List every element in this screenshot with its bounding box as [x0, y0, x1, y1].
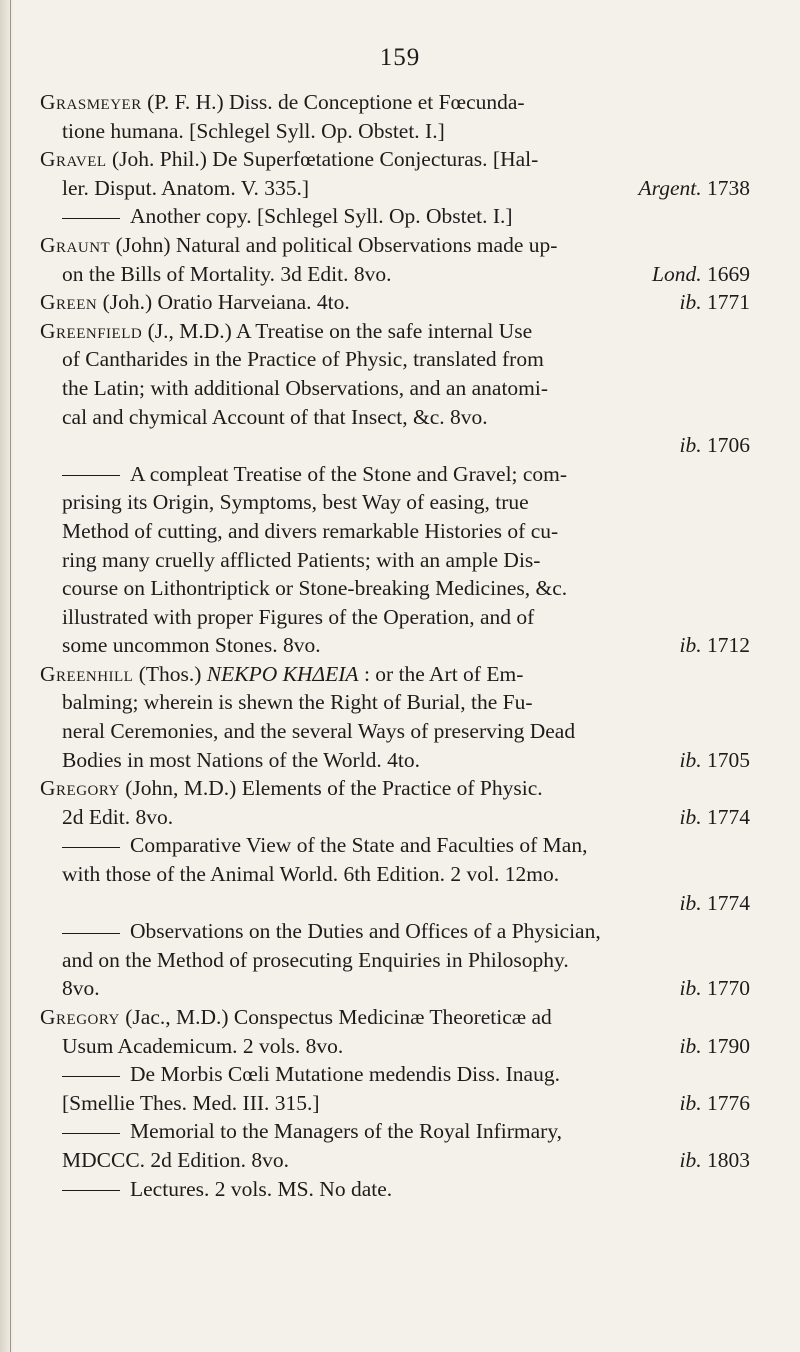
entry-text: tione humana. [Schlegel Syll. Op. Obstet. I.] [62, 118, 445, 143]
imprint-place: ib. [679, 1033, 702, 1058]
author-name: Gregory [40, 1005, 120, 1029]
entry-text: MDCCC. 2d Edition. 8vo. [62, 1147, 289, 1172]
imprint [680, 288, 750, 317]
imprint [652, 260, 750, 289]
entry-gregory-jac [40, 1003, 750, 1060]
entry-text: Method of cutting, and divers remarkable Histories of cu- [62, 518, 559, 543]
entry-text: De Morbis Cœli Mutatione medendis Diss. Inaug. [130, 1062, 560, 1087]
entry-text: ler. Disput. Anatom. V. 335.] [62, 175, 310, 200]
ditto-dash [62, 475, 120, 476]
entry-greenfield [40, 317, 750, 460]
imprint-place: ib. [679, 433, 702, 458]
imprint [680, 746, 750, 775]
imprint [680, 889, 750, 918]
ditto-dash [62, 1190, 120, 1191]
imprint-place: ib. [679, 1147, 702, 1172]
imprint-year: 1771 [707, 290, 750, 315]
entry-gregory-john [40, 774, 750, 831]
author-name: Graunt [40, 232, 111, 257]
entry-gregory-comparative-view [40, 831, 750, 917]
page-number: 159 [379, 44, 421, 71]
entry-text: (J., M.D.) A Treatise on the safe internal Use [142, 318, 533, 343]
entry-text: Bodies in most Nations of the World. 4to. [62, 747, 420, 772]
imprint [639, 174, 750, 203]
imprint-year: 1803 [707, 1147, 750, 1172]
entry-text: 8vo. [62, 976, 100, 1001]
imprint-year: 1776 [707, 1090, 750, 1115]
entry-text: [Smellie Thes. Med. III. 315.] [62, 1090, 320, 1115]
entry-text: 2d Edit. 8vo. [62, 804, 174, 829]
imprint-place: ib. [679, 890, 702, 915]
imprint-year: 1774 [707, 804, 750, 829]
imprint-year: 1669 [707, 261, 750, 286]
entry-greenhill [40, 660, 750, 774]
entry-text: : or the Art of Em- [358, 661, 524, 686]
entry-text: the Latin; with additional Observations, and an anatomi- [62, 375, 549, 400]
book-gutter [0, 0, 14, 1352]
author-name: Gregory [40, 776, 120, 801]
entry-text: (John) Natural and political Observations made up- [110, 232, 558, 257]
imprint-place: ib. [679, 290, 702, 315]
entry-text: Comparative View of the State and Faculties of Man, [130, 833, 588, 858]
imprint-place: ib. [679, 976, 702, 1001]
entry-text: Lectures. 2 vols. MS. No date. [130, 1176, 393, 1201]
imprint-year: 1770 [707, 976, 750, 1001]
imprint-year: 1712 [707, 633, 750, 658]
entry-text: (John, M.D.) Elements of the Practice of Physic. [119, 776, 543, 801]
imprint [680, 974, 750, 1003]
imprint [680, 1032, 750, 1061]
entry-text: balming; wherein is shewn the Right of Burial, the Fu- [62, 690, 533, 715]
entry-gravel-copy [40, 202, 750, 231]
entry-text: illustrated with proper Figures of the Operation, and of [62, 604, 535, 629]
author-name: Gravel [40, 147, 107, 172]
author-name: Greenhill [40, 661, 134, 686]
imprint [680, 803, 750, 832]
entry-text: (P. F. H.) Diss. de Conceptione et Fœcunda- [141, 90, 525, 114]
ditto-dash [62, 1076, 120, 1077]
author-name: Green [40, 290, 98, 315]
imprint-place: Argent. [638, 175, 702, 200]
ditto-dash [62, 933, 120, 934]
entry-text: ring many cruelly afflicted Patients; with an ample Dis- [62, 547, 541, 572]
greek-title: ΝΕΚΡΟ ΚΗΔΕΙΑ [206, 661, 359, 686]
entry-gregory-observations [40, 917, 750, 1003]
entry-text: (Jac., M.D.) Conspectus Medicinæ Theoreticæ ad [119, 1005, 552, 1029]
entry-gregory-lectures [40, 1175, 750, 1204]
entry-text: neral Ceremonies, and the several Ways of preserving Dead [62, 719, 576, 744]
imprint-year: 1706 [707, 433, 750, 458]
imprint [680, 431, 750, 460]
entry-gregory-de-morbis [40, 1060, 750, 1117]
gutter-edge [10, 0, 11, 1352]
ditto-dash [62, 847, 120, 848]
ditto-dash [62, 1133, 120, 1134]
author-name: Greenfield [40, 318, 143, 343]
entry-text: Memorial to the Managers of the Royal Infirmary, [130, 1119, 563, 1144]
imprint-year: 1774 [707, 890, 750, 915]
entry-text: (Joh. Phil.) De Superfœtatione Conjecturas. [Hal- [106, 147, 539, 172]
entry-gravel [40, 145, 750, 202]
author-name: Grasmeyer [40, 90, 142, 114]
imprint-place: ib. [679, 747, 702, 772]
entry-text: A compleat Treatise of the Stone and Gravel; com- [130, 461, 568, 486]
imprint [680, 1089, 750, 1118]
imprint-year: 1738 [707, 175, 750, 200]
entry-text: Usum Academicum. 2 vols. 8vo. [62, 1033, 344, 1058]
entry-text: course on Lithontriptick or Stone-breaking Medicines, &c. [62, 576, 568, 601]
entry-green [40, 288, 750, 317]
imprint-year: 1705 [707, 747, 750, 772]
entry-text: with those of the Animal World. 6th Edition. 2 vol. 12mo. [62, 862, 560, 887]
entry-text: prising its Origin, Symptoms, best Way of easing, true [62, 490, 529, 515]
imprint [680, 631, 750, 660]
entry-gregory-memorial [40, 1117, 750, 1174]
entry-text: of Cantharides in the Practice of Physic, translated from [62, 347, 544, 372]
entry-text: Observations on the Duties and Offices of a Physician, [130, 919, 601, 944]
entry-text: (Thos.) [133, 661, 207, 686]
imprint-place: ib. [679, 1090, 702, 1115]
entry-text: and on the Method of prosecuting Enquiries in Philosophy. [62, 947, 569, 972]
entry-text: cal and chymical Account of that Insect, &c. 8vo. [62, 404, 488, 429]
entry-graunt [40, 231, 750, 288]
entry-text: Another copy. [Schlegel Syll. Op. Obstet. I.] [130, 204, 513, 229]
entry-greenfield-stone [40, 460, 750, 660]
imprint-place: Lond. [652, 261, 702, 286]
entry-text: some uncommon Stones. 8vo. [62, 633, 321, 658]
entry-text: (Joh.) Oratio Harveiana. 4to. [97, 290, 350, 315]
imprint-place: ib. [679, 633, 702, 658]
imprint-year: 1790 [707, 1033, 750, 1058]
entry-text: on the Bills of Mortality. 3d Edit. 8vo. [62, 261, 392, 286]
ditto-dash [62, 218, 120, 219]
entry-grasmeyer [40, 88, 750, 145]
imprint [680, 1146, 750, 1175]
catalogue-entries [40, 88, 750, 1203]
imprint-place: ib. [679, 804, 702, 829]
